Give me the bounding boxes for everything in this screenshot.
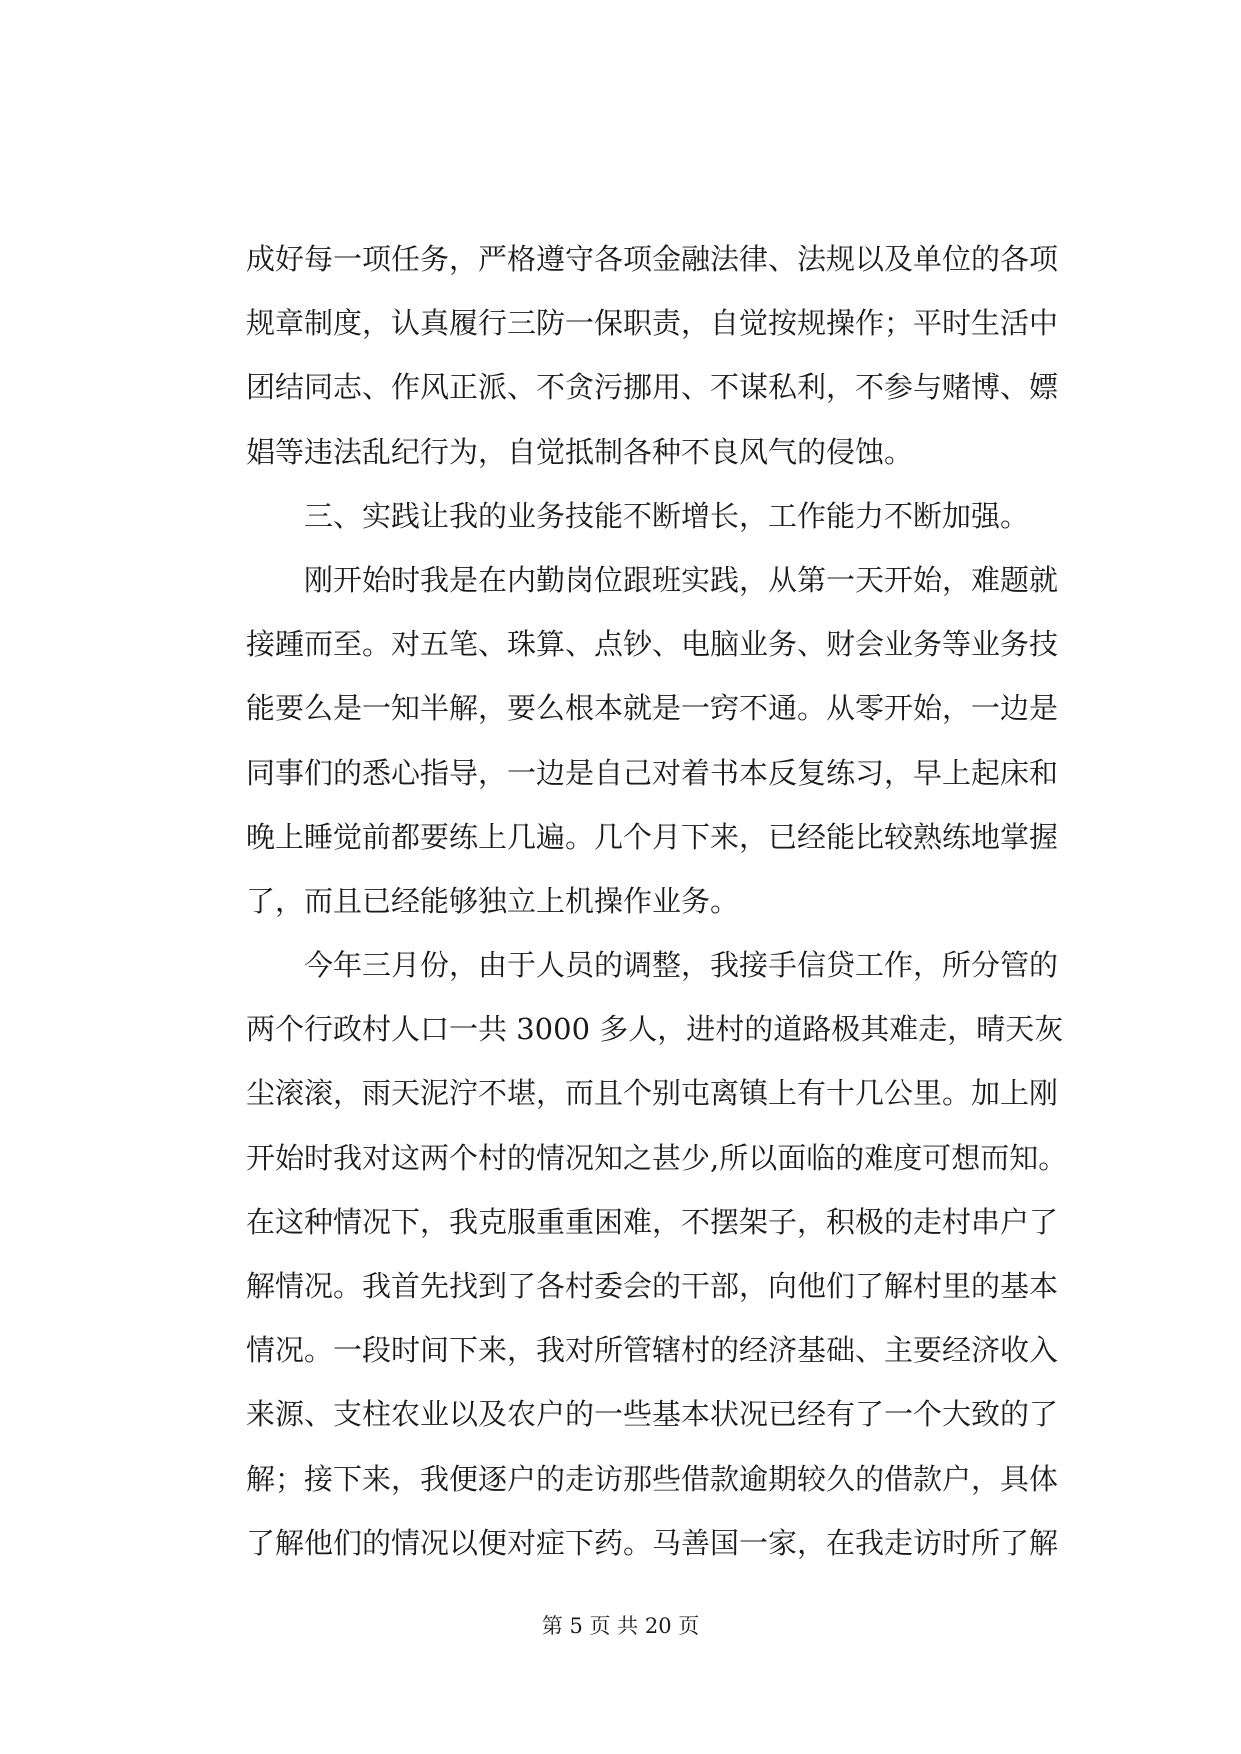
text-line: 解；接下来，我便逐户的走访那些借款逾期较久的借款户，具体 [246,1461,1059,1496]
section-heading: 三、实践让我的业务技能不断增长，工作能力不断加强。 [304,498,1030,533]
text-line: 能要么是一知半解，要么根本就是一窍不通。从零开始，一边是 [246,691,1059,726]
text-line: 在这种情况下，我克服重重困难，不摆架子，积极的走村串户了 [246,1204,1059,1239]
text-line: 成好每一项任务，严格遵守各项金融法律、法规以及单位的各项 [246,242,1059,276]
text-line: 团结同志、作风正派、不贪污挪用、不谋私利，不参与赌博、嫖 [246,370,1059,405]
text-line: 了，而且已经能够独立上机操作业务。 [246,883,740,918]
text-line: 接踵而至。对五笔、珠算、点钞、电脑业务、财会业务等业务技 [246,627,1059,662]
text-line: 今年三月份，由于人员的调整，我接手信贷工作，所分管的 [304,948,1059,983]
page-number-footer: 第 5 页 共 20 页 [541,1614,700,1638]
document-body [246,227,1068,1575]
text-line: 晚上睡觉前都要练上几遍。几个月下来，已经能比较熟练地掌握 [246,819,1059,854]
text-line: 开始时我对这两个村的情况知之甚少,所以面临的难度可想而知。 [246,1140,1068,1175]
text-line: 刚开始时我是在内勤岗位跟班实践，从第一天开始，难题就 [304,562,1059,597]
text-line: 了解他们的情况以便对症下药。马善国一家，在我走访时所了解 [246,1525,1059,1560]
text-line: 来源、支柱农业以及农户的一些基本状况已经有了一个大致的了 [246,1397,1059,1432]
text-line: 两个行政村人口一共 3000 多人，进村的道路极其难走，晴天灰 [246,1012,1064,1047]
text-line: 情况。一段时间下来，我对所管辖村的经济基础、主要经济收入 [246,1333,1059,1368]
text-line: 同事们的悉心指导，一边是自己对着书本反复练习，早上起床和 [246,755,1059,790]
text-line: 规章制度，认真履行三防一保职责，自觉按规操作；平时生活中 [246,306,1059,341]
text-line: 解情况。我首先找到了各村委会的干部，向他们了解村里的基本 [246,1269,1059,1303]
text-line: 娼等违法乱纪行为，自觉抵制各种不良风气的侵蚀。 [246,434,914,469]
text-line: 尘滚滚，雨天泥泞不堪，而且个别屯离镇上有十几公里。加上刚 [246,1076,1059,1111]
